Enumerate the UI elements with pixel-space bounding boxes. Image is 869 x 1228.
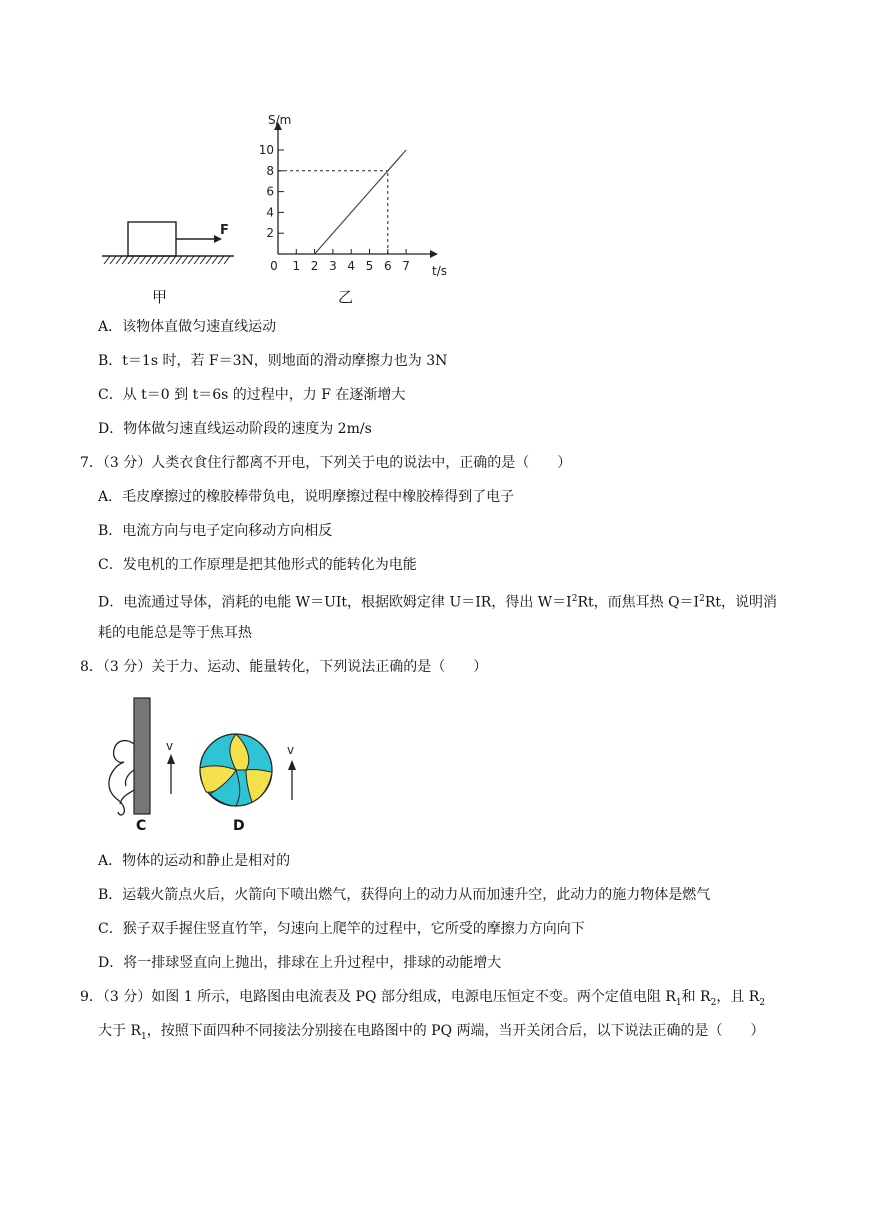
monkey-outline (109, 741, 134, 815)
velocity-arrow-c-head (167, 754, 175, 764)
y-tick-label: 4 (266, 205, 274, 220)
q7-option-d-cont: 耗的电能总是等于焦耳热 (98, 625, 252, 641)
block-force-diagram (96, 208, 246, 308)
q9-stem-line1: 9．（3 分）如图 1 所示，电路图由电流表及 PQ 部分组成，电源电压恒定不变。两个定值电阻 $R_1$和 $R_2$，且 $R_2$ (80, 989, 766, 1008)
y-tick-label: 2 (266, 226, 274, 241)
q7-option-b: B．电流方向与电子定向移动方向相反 (98, 523, 333, 539)
caption-yi: 乙 (338, 288, 354, 306)
y-axis-label: S/m (268, 113, 292, 127)
velocity-arrow-d-head (288, 760, 296, 770)
q6-option-a: A．该物体直做匀速直线运动 (98, 319, 277, 335)
velocity-label-d: v (287, 743, 295, 757)
x-axis-label: t/s (432, 264, 447, 278)
st-graph (250, 112, 460, 282)
pole (134, 698, 150, 814)
figure-d-volleyball (196, 728, 306, 818)
x-tick-label: 4 (347, 259, 356, 273)
figure-c-label: C (136, 818, 147, 834)
velocity-label-c: v (166, 739, 174, 753)
q7-option-a: A．毛皮摩擦过的橡胶棒带负电，说明摩擦过程中橡胶棒得到了电子 (98, 489, 515, 505)
y-tick-label: 10 (258, 143, 274, 157)
x-tick-label: 3 (329, 259, 337, 273)
q8-stem: 8．（3 分）关于力、运动、能量转化，下列说法正确的是（ ） (80, 659, 488, 675)
x-tick-label: 5 (365, 259, 374, 273)
q9-stem-line2: 大于 $R_1$，按照下面四种不同接法分别接在电路图中的 PQ 两端，当开关闭合后，以下说法正确的是（ ） (98, 1023, 765, 1042)
x-tick-label: 0 (270, 259, 278, 273)
force-label: F (220, 223, 229, 238)
x-tick-label: 7 (402, 259, 410, 273)
q7-stem: 7．（3 分）人类衣食住行都离不开电，下列关于电的说法中，正确的是（ ） (80, 455, 572, 471)
q7-option-c: C．发电机的工作原理是把其他形式的能转化为电能 (98, 557, 417, 573)
x-tick-label: 1 (292, 259, 301, 273)
q8-option-b: B．运载火箭点火后，火箭向下喷出燃气，获得向上的动力从而加速升空，此动力的施力物体是燃气 (98, 887, 711, 903)
ground-hatch (104, 256, 230, 264)
y-tick-label: 8 (266, 163, 274, 178)
q8-option-d: D．将一排球竖直向上抛出，排球在上升过程中，排球的动能增大 (98, 955, 502, 971)
caption-jia: 甲 (152, 288, 168, 306)
q8-option-c: C．猴子双手握住竖直竹竿，匀速向上爬竿的过程中，它所受的摩擦力方向向下 (98, 921, 585, 937)
block (128, 222, 176, 256)
figure-yi (250, 112, 460, 282)
x-tick-label: 6 (383, 259, 392, 273)
q6-option-d: D．物体做匀速直线运动阶段的速度为 2m/s (98, 421, 372, 437)
figure-jia (96, 208, 246, 308)
volleyball-drawing (196, 728, 306, 818)
q6-option-b: B．t＝1s 时，若 F＝3N，则地面的滑动摩擦力也为 3N (98, 353, 448, 369)
y-tick-label: 6 (266, 184, 274, 199)
figure-d-label: D (233, 818, 245, 834)
series-line (315, 150, 407, 254)
q6-option-c: C．从 t＝0 到 t＝6s 的过程中，力 F 在逐渐增大 (98, 387, 406, 403)
q7-option-d: D．电流通过导体，消耗的电能 W＝UIt，根据欧姆定律 U＝IR，得出 $W=I^2Rt$，而焦耳热 $Q=I^2Rt$，说明消 (98, 594, 777, 611)
x-tick-label: 2 (310, 259, 319, 273)
x-axis-arrow (430, 250, 438, 258)
q8-option-a: A．物体的运动和静止是相对的 (98, 853, 291, 869)
